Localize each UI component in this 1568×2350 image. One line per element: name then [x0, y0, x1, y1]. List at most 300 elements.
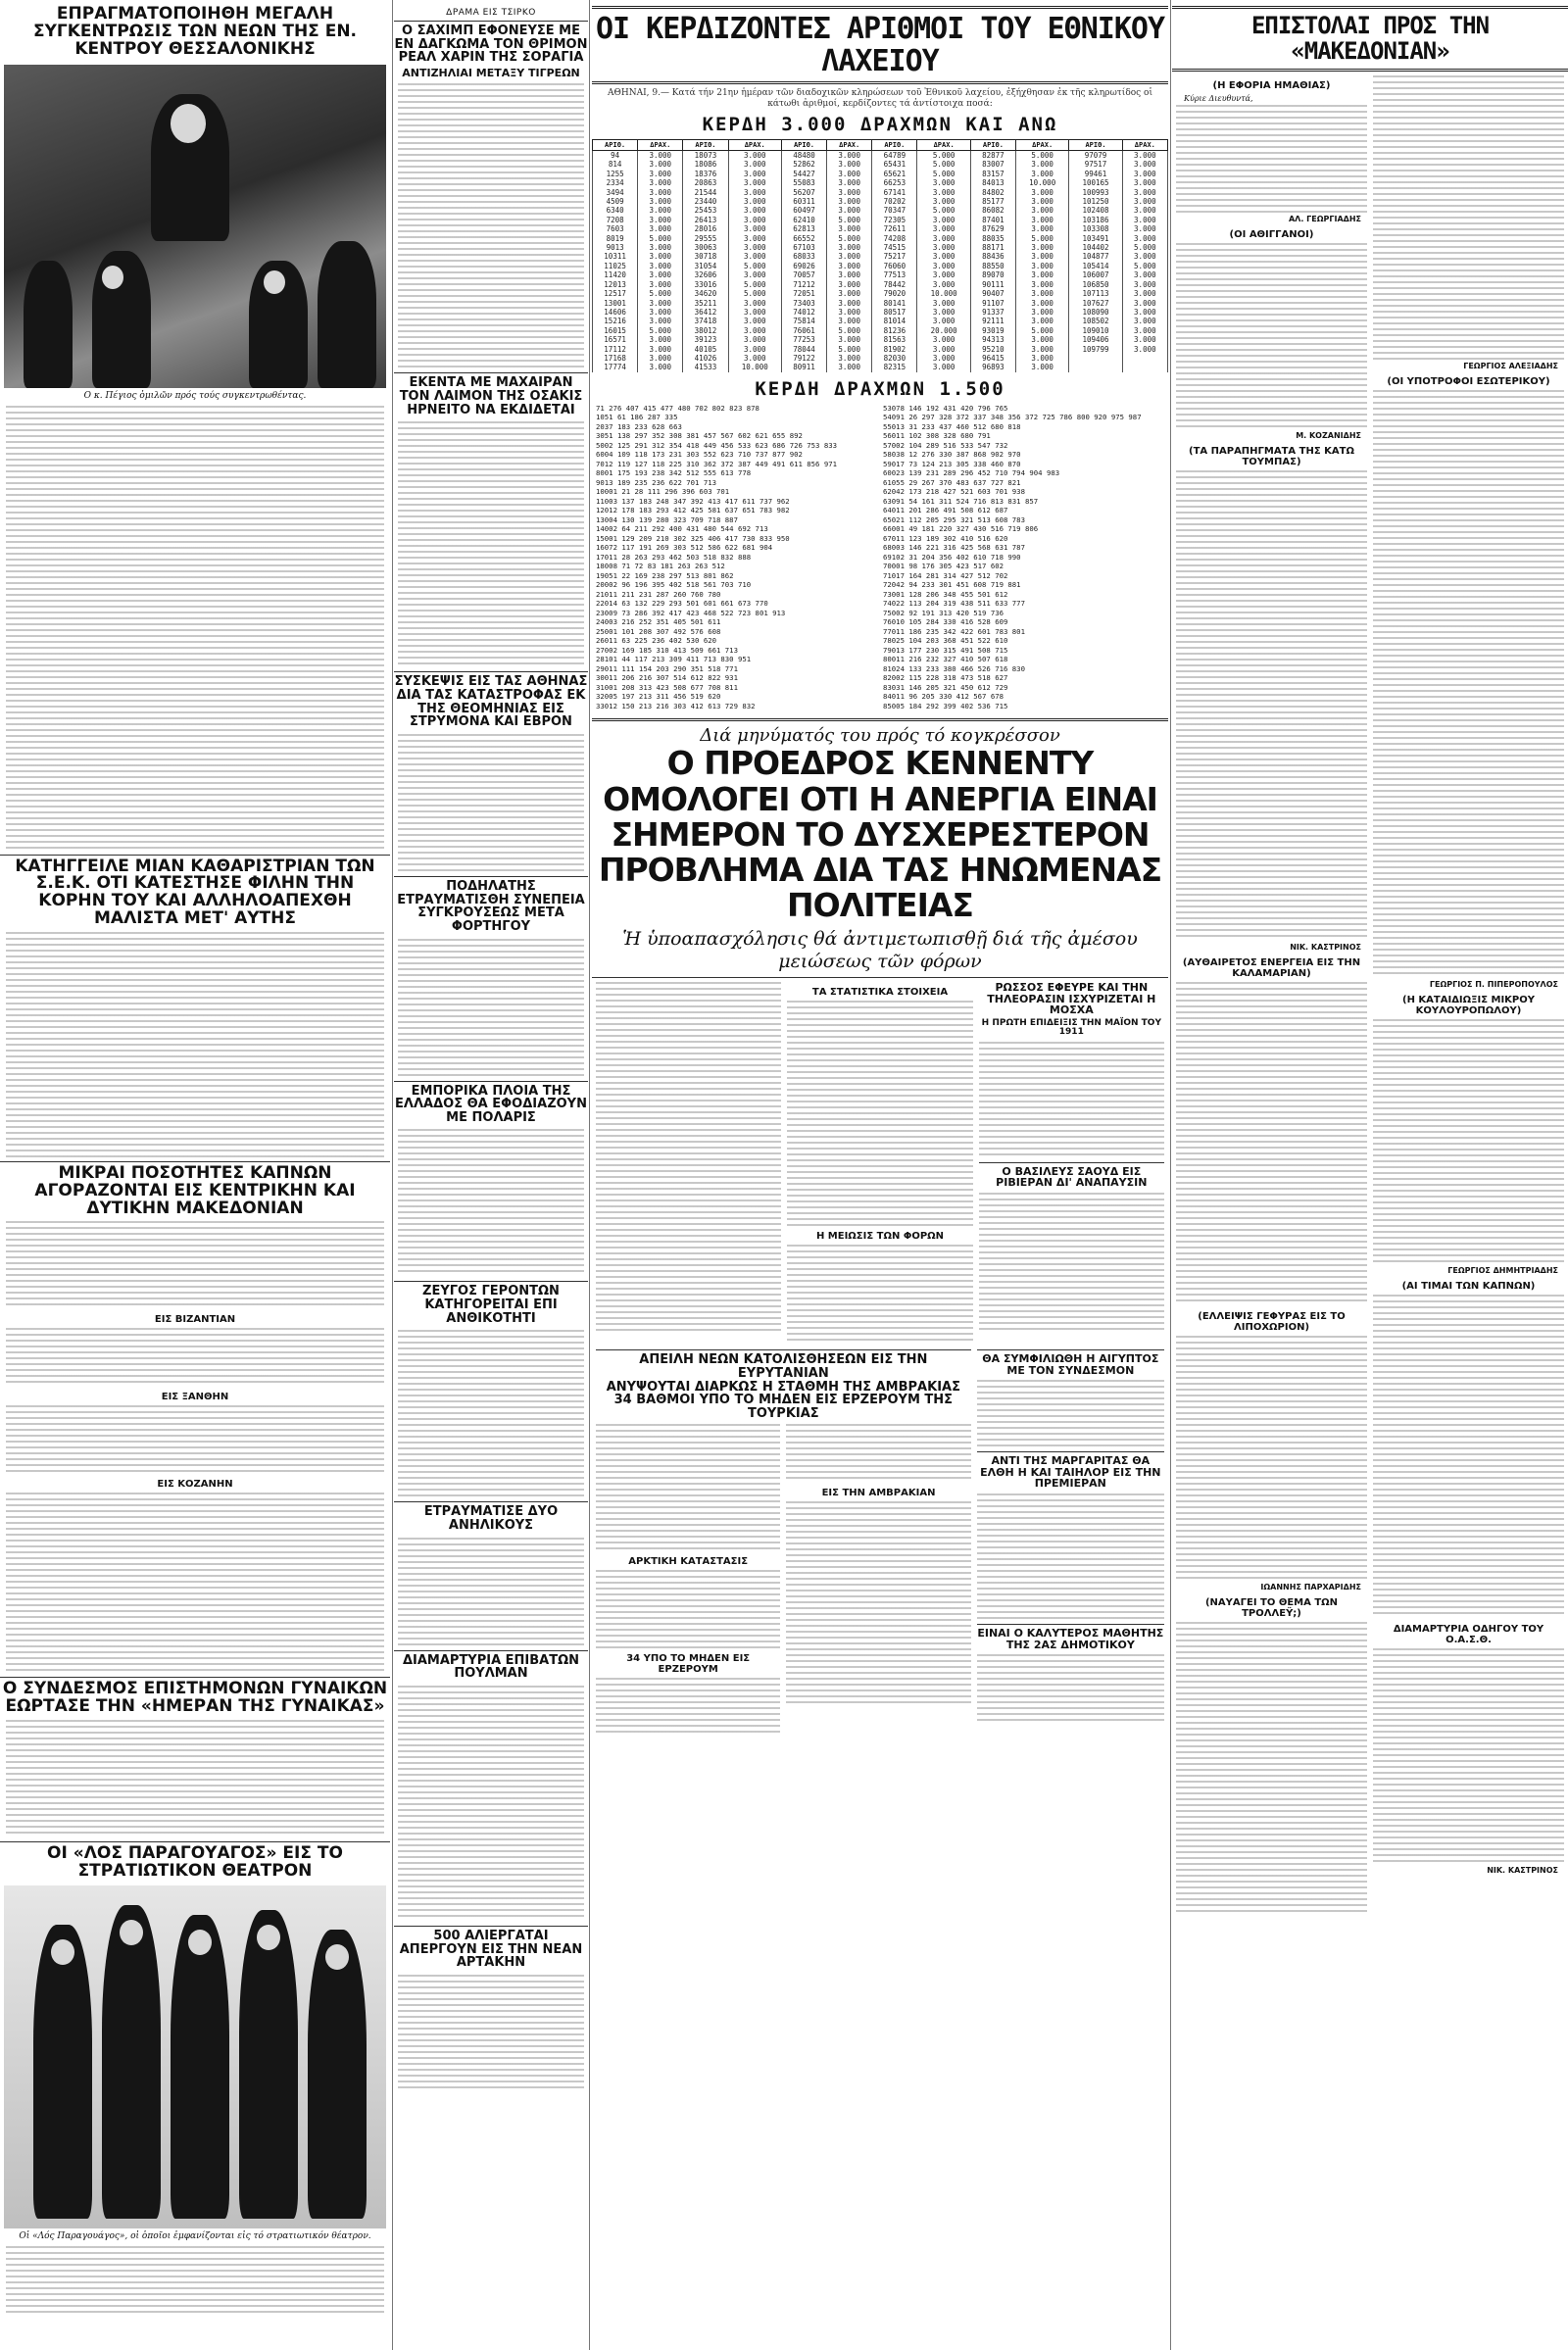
lottery-prize: 3.000 — [728, 224, 781, 233]
lottery-prize: 5.000 — [1016, 326, 1069, 335]
lottery-prize: 3.000 — [728, 345, 781, 354]
lottery-list-line: 10001 21 28 111 296 396 603 701 — [596, 487, 730, 497]
lottery-row — [593, 280, 1168, 289]
lottery-number: 4509 — [593, 197, 638, 206]
lottery-prize: 3.000 — [917, 345, 970, 354]
lottery-list-line: 30011 206 216 307 514 612 822 931 — [596, 673, 738, 683]
lottery-prize: 20.000 — [917, 326, 970, 335]
photo-rally — [4, 65, 386, 388]
lottery-prize: 3.000 — [1122, 252, 1167, 261]
article-body — [979, 1193, 1164, 1330]
lottery-prize: 3.000 — [1016, 262, 1069, 270]
article-body — [398, 83, 584, 367]
letter-title-tobacco-prices: (ΑΙ ΤΙΜΑΙ ΤΩΝ ΚΑΠΝΩΝ) — [1401, 1280, 1536, 1292]
lottery-prize: 5.000 — [827, 345, 872, 354]
lottery-prize: 3.000 — [1016, 289, 1069, 298]
lottery-number: 62410 — [781, 216, 826, 224]
lottery-prize: 3.000 — [638, 243, 683, 252]
lottery-prize: 5.000 — [638, 234, 683, 243]
lottery-list-line: 78025 104 203 368 451 522 610 — [883, 636, 1008, 646]
letter-title-toumpa: (ΤΑ ΠΑΡΑΠΗΓΜΑΤΑ ΤΗΣ ΚΑΤΩ ΤΟΥΜΠΑΣ) — [1189, 445, 1354, 467]
lottery-list-line: 53078 146 192 431 420 796 765 — [883, 403, 1008, 413]
lottery-prize: 3.000 — [1122, 188, 1167, 197]
lottery-prize: 3.000 — [917, 299, 970, 308]
lottery-prize: 3.000 — [728, 197, 781, 206]
lottery-number: 65621 — [872, 170, 917, 178]
lottery-row — [593, 363, 1168, 371]
lottery-number: 109799 — [1069, 345, 1122, 354]
lottery-list-line: 16072 117 191 269 303 512 586 622 681 904 — [596, 543, 773, 553]
article-body — [979, 1042, 1164, 1159]
article-body — [398, 421, 584, 666]
lottery-number: 72611 — [872, 224, 917, 233]
article-body — [6, 1328, 384, 1387]
lottery-prize: 3.000 — [917, 270, 970, 279]
lottery-prize: 3.000 — [728, 216, 781, 224]
lottery-prize: 3.000 — [728, 160, 781, 169]
article-body — [398, 1538, 584, 1645]
lottery-number: 9013 — [593, 243, 638, 252]
headline-pullman: ΔΙΑΜΑΡΤΥΡΙΑ ΕΠΙΒΑΤΩΝ ΠΟΥΛΜΑΝ — [402, 1652, 580, 1682]
lottery-prize: 3.000 — [638, 308, 683, 317]
letter-title-driver-protest: ΔΙΑΜΑΡΤΥΡΙΑ ΟΔΗΓΟΥ ΤΟΥ Ο.Α.Σ.Θ. — [1393, 1623, 1544, 1645]
letter-title-bridge: (ΕΛΛΕΙΨΙΣ ΓΕΦΥΡΑΣ ΕΙΣ ΤΟ ΛΙΠΟΧΩΡΙΟΝ) — [1198, 1310, 1346, 1333]
lottery-number: 108502 — [1069, 317, 1122, 325]
lottery-prize: 5.000 — [1016, 151, 1069, 161]
lottery-number: 107113 — [1069, 289, 1122, 298]
lottery-prize: 3.000 — [1122, 299, 1167, 308]
lottery-number: 97079 — [1069, 151, 1122, 161]
lottery-prize: 3.000 — [638, 280, 683, 289]
lottery-list-line: 11003 137 183 248 347 392 413 417 611 737 962 — [596, 496, 790, 506]
lottery-number: 80911 — [781, 363, 826, 371]
lottery-list-line: 7012 119 127 118 225 310 362 372 387 449 491 611 856 971 — [596, 459, 838, 468]
article-body — [596, 982, 781, 1335]
lottery-number: 55083 — [781, 178, 826, 187]
kicker-circus: ΔΡΑΜΑ ΕΙΣ ΤΣΙΡΚΟ — [446, 8, 536, 18]
lottery-number: 66552 — [781, 234, 826, 243]
lottery-list-line: 8001 175 193 238 342 512 555 613 778 — [596, 468, 752, 478]
headline-tobacco: ΜΙΚΡΑΙ ΠΟΣΟΤΗΤΕΣ ΚΑΠΝΩΝ ΑΓΟΡΑΖΟΝΤΑΙ ΕΙΣ ΚΕΝΤΡΙΚΗΝ ΚΑΙ ΔΥΤΙΚΗΝ ΜΑΚΕΔΟΝΙΑΝ — [34, 1162, 356, 1218]
article-body — [6, 932, 384, 1157]
lottery-prize: 3.000 — [917, 224, 970, 233]
headline-king-saud: Ο ΒΑΣΙΛΕΥΣ ΣΑΟΥΔ ΕΙΣ ΡΙΒΙΕΡΑΝ ΔΙ' ΑΝΑΠΑΥΣΙΝ — [996, 1164, 1148, 1190]
lottery-number: 76060 — [872, 262, 917, 270]
lottery-prize: 3.000 — [917, 197, 970, 206]
lottery-prize: 3.000 — [917, 280, 970, 289]
lottery-number: 88035 — [970, 234, 1015, 243]
lottery-number: 10311 — [593, 252, 638, 261]
lottery-prize: 3.000 — [1016, 363, 1069, 371]
lottery-prize: 3.000 — [827, 243, 872, 252]
lottery-number: 35211 — [683, 299, 728, 308]
lottery-prize: 3.000 — [728, 178, 781, 187]
lottery-list-line: 84011 96 205 330 412 567 678 — [883, 692, 1004, 702]
lottery-row — [593, 216, 1168, 224]
subhead-statistics: ΤΑ ΣΤΑΤΙΣΤΙΚΑ ΣΤΟΙΧΕΙΑ — [811, 987, 949, 999]
lottery-row — [593, 243, 1168, 252]
article-body — [596, 1424, 780, 1551]
letter-title-kalamaria: (ΑΥΘΑΙΡΕΤΟΣ ΕΝΕΡΓΕΙΑ ΕΙΣ ΤΗΝ ΚΑΛΑΜΑΡΙΑΝ) — [1182, 956, 1361, 979]
lottery-number: 85177 — [970, 197, 1015, 206]
lottery-prize: 3.000 — [1016, 252, 1069, 261]
lottery-number: 99461 — [1069, 170, 1122, 178]
lottery-col-header: ΑΡΙΘ. — [872, 140, 917, 151]
lottery-list-line: 19051 22 169 238 297 513 801 862 — [596, 570, 734, 580]
lottery-list-line: 3051 138 297 352 308 381 457 567 602 621 655 892 — [596, 431, 803, 441]
lottery-number: 56207 — [781, 188, 826, 197]
lottery-prize: 3.000 — [917, 243, 970, 252]
lottery-prize: 3.000 — [1016, 345, 1069, 354]
lottery-number: 84802 — [970, 188, 1015, 197]
lottery-prize: 3.000 — [1016, 160, 1069, 169]
lottery-list-line: 5002 125 291 312 354 418 449 456 533 623 686 726 753 833 — [596, 440, 838, 450]
lottery-prize: 3.000 — [827, 354, 872, 363]
lottery-list-line: 13004 130 139 280 323 709 718 887 — [596, 514, 738, 524]
lottery-number: 87629 — [970, 224, 1015, 233]
lottery-prize: 5.000 — [827, 326, 872, 335]
article-body — [398, 1975, 584, 2092]
lottery-prize: 3.000 — [728, 252, 781, 261]
lottery-prize: 3.000 — [728, 326, 781, 335]
lottery-number: 96415 — [970, 354, 1015, 363]
lottery-prize: 3.000 — [827, 335, 872, 344]
headline-women-scientists: Ο ΣΥΝΔΕΣΜΟΣ ΕΠΙΣΤΗΜΟΝΩΝ ΓΥΝΑΙΚΩΝ ΕΩΡΤΑΣΕ ΤΗΝ «ΗΜΕΡΑΝ ΤΗΣ ΓΥΝΑΙΚΑΣ» — [2, 1679, 388, 1717]
headline-flood-meeting: ΣΥΣΚΕΨΙΣ ΕΙΣ ΤΑΣ ΑΘΗΝΑΣ ΔΙΑ ΤΑΣ ΚΑΤΑΣΤΡΟΦΑΣ ΕΚ ΤΗΣ ΘΕΟΜΗΝΙΑΣ ΕΙΣ ΣΤΡΥΜΟΝΑ ΚΑΙ ΕΒΡΟΝ — [394, 674, 588, 730]
lottery-number: 64789 — [872, 151, 917, 161]
lottery-list-line: 72042 94 233 301 451 608 719 881 — [883, 580, 1021, 590]
lottery-prize: 3.000 — [728, 243, 781, 252]
lottery-prize: 3.000 — [728, 170, 781, 178]
lottery-row — [593, 188, 1168, 197]
kennedy-headline: Ο ΠΡΟΕΔΡΟΣ ΚΕΝΝΕΝΤΥ ΟΜΟΛΟΓΕΙ ΟΤΙ Η ΑΝΕΡΓΙΑ ΕΙΝΑΙ ΣΗΜΕΡΟΝ ΤΟ ΔΥΣΧΕΡΕΣΤΕΡΟΝ ΠΡΟΒΛΗΜΑ ΔΙΑ ΤΑΣ ΗΝΩΜΕΝΑΣ ΠΟΛΙΤΕΙΑΣ — [598, 744, 1162, 925]
lottery-prize: 3.000 — [638, 363, 683, 371]
headline-merchant-ships: ΕΜΠΟΡΙΚΑ ΠΛΟΙΑ ΤΗΣ ΕΛΛΑΔΟΣ ΘΑ ΕΦΟΔΙΑΖΟΥΝ ΜΕ ΠΟΛΑΡΙΣ — [395, 1083, 587, 1125]
lottery-prize: 3.000 — [638, 299, 683, 308]
lottery-list-line: 85005 184 292 399 402 536 715 — [883, 701, 1008, 710]
article-body — [398, 1686, 584, 1921]
subhead-amvrakia: ΕΙΣ ΤΗΝ ΑΜΒΡΑΚΙΑΝ — [821, 1488, 936, 1499]
subheadline-russian-tv: Η ΠΡΩΤΗ ΕΠΙΔΕΙΞΙΣ ΤΗΝ ΜΑΪΟΝ ΤΟΥ 1911 — [981, 1017, 1161, 1038]
subhead-kozani: ΕΙΣ ΚΟΖΑΝΗΝ — [157, 1479, 233, 1491]
lottery-prize: 3.000 — [728, 317, 781, 325]
lottery-number: 95210 — [970, 345, 1015, 354]
lottery-prize: 3.000 — [638, 270, 683, 279]
lottery-prize: 3.000 — [1016, 216, 1069, 224]
lottery-number: 7603 — [593, 224, 638, 233]
lottery-number: 109010 — [1069, 326, 1122, 335]
lottery-number: 54427 — [781, 170, 826, 178]
lottery-list-line: 33012 150 213 216 303 412 613 729 832 — [596, 701, 756, 710]
lottery-prize: 3.000 — [1122, 160, 1167, 169]
lottery-number: 73403 — [781, 299, 826, 308]
lottery-col-header: ΔΡΑΧ. — [638, 140, 683, 151]
lottery-col-header: ΑΡΙΘ. — [1069, 140, 1122, 151]
lottery-number: 70347 — [872, 206, 917, 215]
lottery-number: 34620 — [683, 289, 728, 298]
headline-knife-attack: ΕΚΕΝΤΑ ΜΕ ΜΑΧΑΙΡΑΝ ΤΟΝ ΛΑΙΜΟΝ ΤΗΣ ΟΣΑΚΙΣ ΗΡΝΕΙΤΟ ΝΑ ΕΚΔΙΔΕΤΑΙ — [399, 375, 583, 417]
lottery-number: 82877 — [970, 151, 1015, 161]
lottery-number: 92111 — [970, 317, 1015, 325]
lottery-prize: 3.000 — [638, 188, 683, 197]
lottery-row — [593, 317, 1168, 325]
lottery-list-line: 63091 54 161 311 524 716 813 831 857 — [883, 496, 1039, 506]
article-body — [977, 1493, 1164, 1621]
lottery-number: 14606 — [593, 308, 638, 317]
lottery-number: 104877 — [1069, 252, 1122, 261]
lottery-prize: 3.000 — [638, 354, 683, 363]
lottery-number: 102408 — [1069, 206, 1122, 215]
lottery-row — [593, 151, 1168, 161]
lottery-number: 78044 — [781, 345, 826, 354]
subheadline-tigers: ΑΝΤΙΖΗΛΙΑΙ ΜΕΤΑΞΥ ΤΙΓΡΕΩΝ — [402, 66, 580, 79]
lottery-prize: 3.000 — [917, 188, 970, 197]
article-body — [6, 2246, 384, 2315]
letter-signature: Μ. ΚΟΖΑΝΙΔΗΣ — [1296, 430, 1361, 440]
lottery-list-1500 — [592, 404, 1168, 711]
lottery-number: 100165 — [1069, 178, 1122, 187]
lottery-number: 67141 — [872, 188, 917, 197]
article-body — [977, 1654, 1164, 1723]
lottery-prize: 3.000 — [1122, 289, 1167, 298]
letter-signature: ΑΛ. ΓΕΩΡΓΙΑΔΗΣ — [1288, 214, 1361, 223]
article-body — [786, 1424, 970, 1483]
lottery-prize: 3.000 — [1016, 243, 1069, 252]
lottery-number: 79122 — [781, 354, 826, 363]
lottery-list-line: 68003 146 221 316 425 568 631 787 — [883, 543, 1025, 553]
letter-body — [1176, 1622, 1367, 1916]
lottery-prize: 3.000 — [1122, 280, 1167, 289]
kennedy-subheadline: Ἡ ὑποαπασχόλησις θά ἀντιμετωπισθῇ διά τῆς ἀμέσου μειώσεως τῶν φόρων — [622, 927, 1138, 973]
lottery-number: 70202 — [872, 197, 917, 206]
lottery-prize: 3.000 — [638, 160, 683, 169]
lottery-number: 74208 — [872, 234, 917, 243]
headline-eurytania: ΑΠΕΙΛΗ ΝΕΩΝ ΚΑΤΟΛΙΣΘΗΣΕΩΝ ΕΙΣ ΤΗΝ ΕΥΡΥΤΑΝΙΑΝ — [639, 1352, 928, 1381]
letter-title-gypsies: (ΟΙ ΑΘΙΓΓΑΝΟΙ) — [1229, 228, 1314, 240]
letter-signature: ΝΙΚ. ΚΑΣΤΡΙΝΟΣ — [1290, 942, 1361, 952]
lottery-number: 16571 — [593, 335, 638, 344]
lottery-number: 75217 — [872, 252, 917, 261]
article-body — [786, 1501, 970, 1707]
lottery-prize: 3.000 — [1122, 206, 1167, 215]
lottery-prize: 10.000 — [917, 289, 970, 298]
lottery-prize: 3.000 — [1016, 270, 1069, 279]
lottery-number: 87401 — [970, 216, 1015, 224]
lottery-number: 30063 — [683, 243, 728, 252]
lottery-prize: 5.000 — [728, 262, 781, 270]
lottery-prize: 3.000 — [1122, 335, 1167, 344]
article-body — [6, 1720, 384, 1837]
lottery-prize: 3.000 — [728, 335, 781, 344]
lottery-list-line: 6004 109 118 173 231 303 552 623 710 737 877 902 — [596, 450, 803, 460]
lottery-number: 101250 — [1069, 197, 1122, 206]
lottery-list-line: 77011 186 235 342 422 601 783 801 — [883, 626, 1025, 636]
letter-salutation: Κύριε Διευθυντά, — [1184, 93, 1253, 103]
headline-los-paraguayos: ΟΙ «ΛΟΣ ΠΑΡΑΓΟΥΑΓΟΣ» ΕΙΣ ΤΟ ΣΤΡΑΤΙΩΤΙΚΟΝ ΘΕΑΤΡΟΝ — [47, 1843, 343, 1881]
lottery-number: 67103 — [781, 243, 826, 252]
lottery-number: 107627 — [1069, 299, 1122, 308]
lottery-prize: 3.000 — [1016, 188, 1069, 197]
lottery-prize: 3.000 — [1016, 354, 1069, 363]
lottery-list-line: 71 276 407 415 477 480 702 802 823 878 — [596, 403, 760, 413]
lottery-prize: 3.000 — [638, 178, 683, 187]
lottery-list-line: 71017 164 281 314 427 512 702 — [883, 570, 1008, 580]
lottery-number: 65431 — [872, 160, 917, 169]
lottery-list-line: 75002 92 191 313 420 519 736 — [883, 608, 1004, 617]
subhead-arctic: ΑΡΚΤΙΚΗ ΚΑΤΑΣΤΑΣΙΣ — [628, 1556, 749, 1568]
lottery-number: 38012 — [683, 326, 728, 335]
lottery-number — [1069, 354, 1122, 363]
lottery-number: 81014 — [872, 317, 917, 325]
lottery-prize: 3.000 — [1122, 270, 1167, 279]
lottery-number: 2334 — [593, 178, 638, 187]
lottery-number: 83157 — [970, 170, 1015, 178]
lottery-number: 90407 — [970, 289, 1015, 298]
headline-egypt: ΘΑ ΣΥΜΦΙΛΙΩΘΗ Η ΑΙΓΥΠΤΟΣ ΜΕ ΤΟΝ ΣΥΝΔΕΣΜΟΝ — [982, 1352, 1159, 1377]
lottery-prize: 5.000 — [917, 170, 970, 178]
lottery-prize: 3.000 — [827, 280, 872, 289]
letter-title-scholars: (ΟΙ ΥΠΟΤΡΟΦΟΙ ΕΣΩΤΕΡΙΚΟΥ) — [1387, 375, 1550, 387]
lottery-list-line: 20002 96 196 395 402 518 561 703 710 — [596, 580, 752, 590]
lottery-number: 96893 — [970, 363, 1015, 371]
lottery-prize: 3.000 — [1016, 280, 1069, 289]
lottery-prize: 3.000 — [728, 308, 781, 317]
lottery-prize: 3.000 — [827, 206, 872, 215]
lottery-prize: 5.000 — [728, 289, 781, 298]
lottery-number: 16015 — [593, 326, 638, 335]
lottery-list-line: 66001 49 181 220 327 430 516 719 806 — [883, 524, 1039, 534]
lottery-number: 76061 — [781, 326, 826, 335]
lottery-list-left — [596, 404, 877, 711]
lottery-table — [592, 139, 1168, 372]
lottery-number: 13001 — [593, 299, 638, 308]
lottery-number: 82315 — [872, 363, 917, 371]
lottery-prize: 5.000 — [827, 234, 872, 243]
lottery-prize: 3.000 — [638, 317, 683, 325]
lottery-prize: 3.000 — [638, 170, 683, 178]
lottery-list-line: 12012 178 183 293 412 425 581 637 651 783 982 — [596, 506, 790, 515]
lottery-list-line: 1051 61 186 287 335 — [596, 413, 678, 422]
lottery-number: 23440 — [683, 197, 728, 206]
lottery-number: 17168 — [593, 354, 638, 363]
lottery-prize: 3.000 — [638, 335, 683, 344]
lottery-row — [593, 289, 1168, 298]
lottery-row — [593, 354, 1168, 363]
lottery-number: 80517 — [872, 308, 917, 317]
lottery-prize: 3.000 — [1016, 170, 1069, 178]
lottery-number: 37418 — [683, 317, 728, 325]
headline-youth-rally: ΕΠΡΑΓΜΑΤΟΠΟΙΗΘΗ ΜΕΓΑΛΗ ΣΥΓΚΕΝΤΡΩΣΙΣ ΤΩΝ ΝΕΩΝ ΤΗΣ ΕΝ. ΚΕΝΤΡΟΥ ΘΕΣΣΑΛΟΝΙΚΗΣ — [32, 4, 358, 59]
lottery-number: 814 — [593, 160, 638, 169]
lottery-row — [593, 160, 1168, 169]
lottery-number: 89070 — [970, 270, 1015, 279]
lottery-number: 48480 — [781, 151, 826, 161]
article-body — [398, 939, 584, 1076]
article-body — [787, 1001, 972, 1226]
subhead-xanthi: ΕΙΣ ΞΑΝΘΗΝ — [161, 1392, 229, 1403]
lottery-number: 41533 — [683, 363, 728, 371]
lottery-prize: 3.000 — [827, 308, 872, 317]
lottery-list-line: 79013 177 230 315 491 508 715 — [883, 645, 1008, 655]
lottery-prize: 3.000 — [1016, 299, 1069, 308]
lottery-number: 94313 — [970, 335, 1015, 344]
lottery-prize: 3.000 — [827, 197, 872, 206]
lottery-prize: 3.000 — [827, 317, 872, 325]
lottery-number: 74515 — [872, 243, 917, 252]
letter-body — [1176, 243, 1367, 429]
headline-fishermen-strike: 500 ΑΛΙΕΡΓΑΤΑΙ ΑΠΕΡΓΟΥΝ ΕΙΣ ΤΗΝ ΝΕΑΝ ΑΡΤΑΚΗΝ — [399, 1928, 583, 1971]
lottery-prize: 3.000 — [827, 178, 872, 187]
letter-body — [1176, 470, 1367, 941]
lottery-list-line: 54091 26 297 328 372 337 348 356 372 725 786 800 920 975 987 — [883, 413, 1142, 422]
lottery-number: 71212 — [781, 280, 826, 289]
lottery-prize: 3.000 — [917, 262, 970, 270]
lottery-prize: 3.000 — [917, 178, 970, 187]
headline-cyclist: ΠΟΔΗΛΑΤΗΣ ΕΤΡΑΥΜΑΤΙΣΘΗ ΣΥΝΕΠΕΙΑ ΣΥΓΚΡΟΥΣΕΩΣ ΜΕΤΑ ΦΟΡΤΗΓΟΥ — [397, 878, 585, 934]
lottery-prize: 3.000 — [1122, 170, 1167, 178]
lottery-list-line: 26011 63 225 236 402 530 620 — [596, 636, 717, 646]
lottery-intro: ΑΘΗΝΑΙ, 9.— Κατά τήν 21ην ἡμέραν τῶν διαδοχικῶν κληρώσεων τοῦ Ἐθνικοῦ λαχείου, ἐξήχθησαν ἐκ τῆς κληρωτίδος οἱ κάτωθι ἀριθμοί, κερδίζοντες τά ἀντίστοιχα ποσά: — [607, 88, 1152, 109]
lottery-number: 18086 — [683, 160, 728, 169]
lottery-row — [593, 308, 1168, 317]
lottery-row — [593, 270, 1168, 279]
headline-sek-cleaner: ΚΑΤΗΓΓΕΙΛΕ ΜΙΑΝ ΚΑΘΑΡΙΣΤΡΙΑΝ ΤΩΝ Σ.Ε.Κ. ΟΤΙ ΚΑΤΕΣΤΗΣΕ ΦΙΛΗΝ ΤΗΝ ΚΟΡΗΝ ΤΟΥ ΚΑΙ ΑΛΛΗΛΟΑΠΕΧΘΗ ΜΑΛΙΣΤΑ ΜΕΤ' ΑΥΤΗΣ — [15, 856, 375, 929]
lottery-number: 108090 — [1069, 308, 1122, 317]
lottery-prize: 3.000 — [728, 354, 781, 363]
subhead-tax-cuts: Η ΜΕΙΩΣΙΣ ΤΩΝ ΦΟΡΩΝ — [815, 1231, 945, 1243]
lottery-prize: 3.000 — [827, 270, 872, 279]
lottery-row — [593, 178, 1168, 187]
lottery-list-line: 15001 129 209 210 302 325 406 417 730 833 950 — [596, 533, 790, 543]
lottery-number: 104402 — [1069, 243, 1122, 252]
article-body — [6, 406, 384, 852]
lottery-prize: 5.000 — [917, 151, 970, 161]
lottery-number: 103308 — [1069, 224, 1122, 233]
lottery-list-line: 29011 111 154 203 290 351 518 771 — [596, 663, 738, 673]
article-body — [596, 1570, 780, 1648]
lottery-prize: 3.000 — [827, 160, 872, 169]
lottery-number: 70057 — [781, 270, 826, 279]
column-a — [0, 0, 390, 2350]
lottery-number: 28016 — [683, 224, 728, 233]
letter-body — [1373, 1019, 1564, 1264]
lottery-prize: 3.000 — [917, 252, 970, 261]
lottery-number: 91107 — [970, 299, 1015, 308]
letter-body — [1176, 1336, 1367, 1581]
lottery-row — [593, 234, 1168, 243]
lottery-list-line: 23009 73 286 392 417 423 468 522 723 801 913 — [596, 608, 786, 617]
lottery-prize: 3.000 — [1016, 206, 1069, 215]
lottery-number: 39123 — [683, 335, 728, 344]
article-body — [787, 1245, 972, 1343]
article-body — [6, 1221, 384, 1309]
headline-erzeroum: 34 ΒΑΘΜΟΙ ΥΠΟ ΤΟ ΜΗΔΕΝ ΕΙΣ ΕΡΖΕΡΟΥΜ ΤΗΣ ΤΟΥΡΚΙΑΣ — [613, 1393, 954, 1421]
lottery-number: 72305 — [872, 216, 917, 224]
lottery-prize: 3.000 — [1122, 308, 1167, 317]
lottery-list-line: 21011 211 231 287 260 760 780 — [596, 589, 721, 599]
lottery-list-line: 25001 101 208 307 492 576 608 — [596, 626, 721, 636]
lottery-prize: 5.000 — [1122, 262, 1167, 270]
lottery-number: 84013 — [970, 178, 1015, 187]
lottery-number: 81902 — [872, 345, 917, 354]
lottery-prize: 3.000 — [638, 197, 683, 206]
lottery-number: 78442 — [872, 280, 917, 289]
lottery-number: 80141 — [872, 299, 917, 308]
lottery-title: ΟΙ ΚΕΡΔΙΖΟΝΤΕΣ ΑΡΙΘΜΟΙ ΤΟΥ ΕΘΝΙΚΟΥ ΛΑΧΕΙΟΥ — [595, 12, 1165, 78]
lottery-prize: 3.000 — [1122, 216, 1167, 224]
lottery-prize: 3.000 — [917, 363, 970, 371]
lottery-prize: 3.000 — [917, 317, 970, 325]
